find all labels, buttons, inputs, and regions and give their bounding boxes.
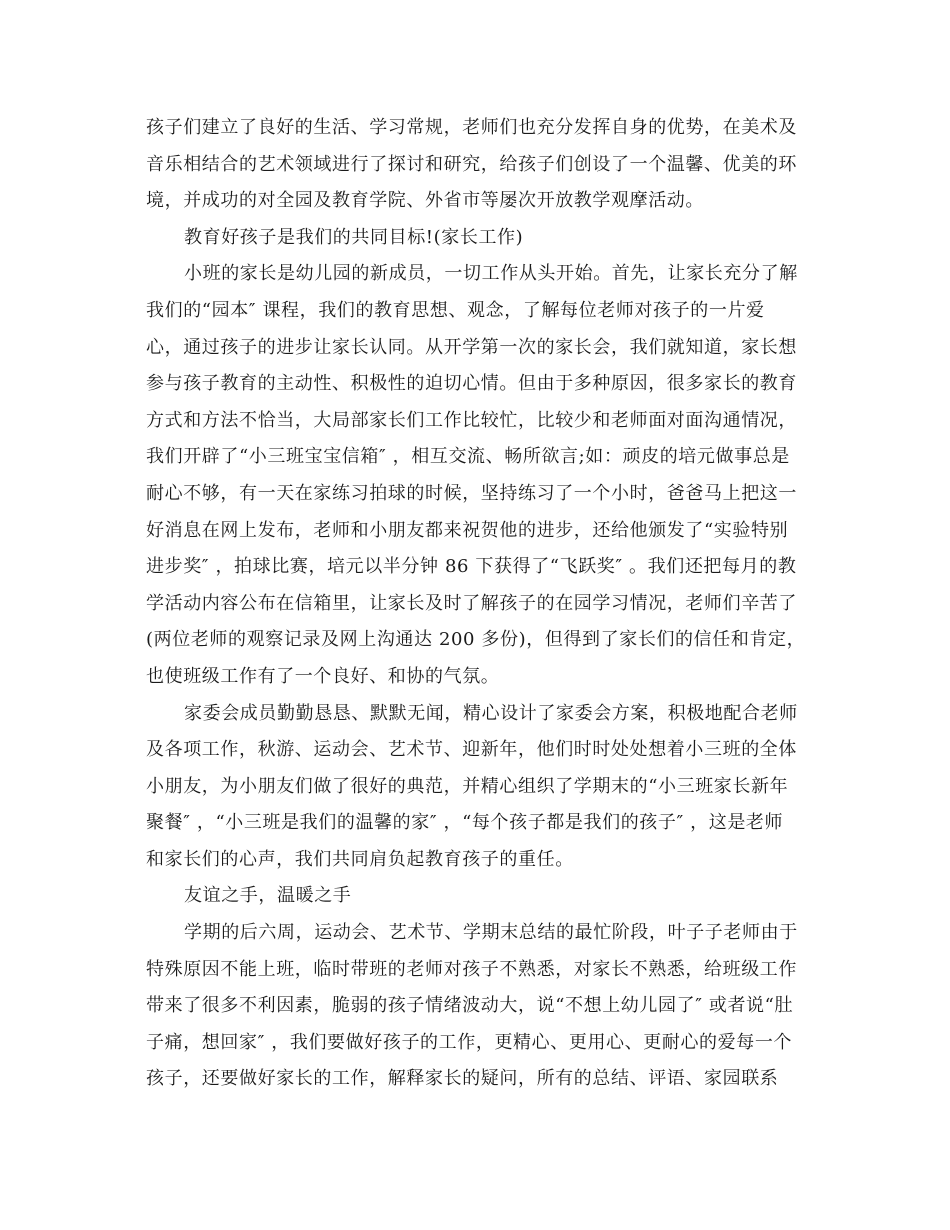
text-line: 心，通过孩子的进步让家长认同。从开学第一次的家长会，我们就知道，家长想 xyxy=(146,336,797,358)
text-line: 教育好孩子是我们的共同目标!(家长工作) xyxy=(184,226,524,248)
text-line: 小班的家长是幼儿园的新成员，一切工作从头开始。首先，让家长充分了解 xyxy=(184,263,798,285)
text-line: 我们开辟了“小三班宝宝信箱″ ，相互交流、畅所欲言;如：顽皮的培元做事总是 xyxy=(146,446,790,468)
text-line: 进步奖″ ，拍球比赛，培元以半分钟 86 下获得了“飞跃奖″ 。我们还把每月的教 xyxy=(146,556,797,578)
text-line: 孩子，还要做好家长的工作，解释家长的疑问，所有的总结、评语、家园联系 xyxy=(146,1068,779,1090)
text-line: 学期的后六周，运动会、艺术节、学期末总结的最忙阶段，叶子子老师由于 xyxy=(184,922,798,944)
text-line: 及各项工作，秋游、运动会、艺术节、迎新年，他们时时处处想着小三班的全体 xyxy=(146,739,797,761)
text-line: 学活动内容公布在信箱里，让家长及时了解孩子的在园学习情况，老师们辛苦了 xyxy=(146,592,797,614)
text-line: 耐心不够，有一天在家练习拍球的时候，坚持练习了一个小时，爸爸马上把这一 xyxy=(146,482,797,504)
text-line: 方式和方法不恰当，大局部家长们工作比较忙，比较少和老师面对面沟通情况， xyxy=(146,409,797,431)
text-line: 境，并成功的对全园及教育学院、外省市等屡次开放教学观摩活动。 xyxy=(146,190,704,212)
text-line: 聚餐″ ，“小三班是我们的温馨的家″ ，“每个孩子都是我们的孩子″ ，这是老师 xyxy=(146,812,784,834)
text-line: 小朋友，为小朋友们做了很好的典范，并精心组织了学期末的“小三班家长新年 xyxy=(146,775,789,797)
text-line: 带来了很多不利因素，脆弱的孩子情绪波动大，说“不想上幼儿园了″ 或者说“肚 xyxy=(146,995,794,1017)
text-line: 孩子们建立了良好的生活、学习常规，老师们也充分发挥自身的优势，在美术及 xyxy=(146,117,797,138)
text-line: 子痛，想回家″ ，我们要做好孩子的工作，更精心、更用心、更耐心的爱每一个 xyxy=(146,1031,793,1053)
text-line: 友谊之手，温暖之手 xyxy=(184,885,352,907)
text-line: 特殊原因不能上班，临时带班的老师对孩子不熟悉，对家长不熟悉，给班级工作 xyxy=(146,958,797,980)
text-line: 音乐相结合的艺术领域进行了探讨和研究，给孩子们创设了一个温馨、优美的环 xyxy=(146,153,797,175)
text-line: 参与孩子教育的主动性、积极性的迫切心情。但由于多种原因，很多家长的教育 xyxy=(146,373,797,395)
text-line: 家委会成员勤勤恳恳、默默无闻，精心设计了家委会方案，积极地配合老师 xyxy=(184,702,798,724)
text-line: 也使班级工作有了一个良好、和协的气氛。 xyxy=(146,665,500,687)
text-line: 好消息在网上发布，老师和小朋友都来祝贺他的进步，还给他颁发了“实验特别 xyxy=(146,519,789,541)
text-line: 我们的“园本″ 课程，我们的教育思想、观念，了解每位老师对孩子的一片爱 xyxy=(146,299,765,321)
text-line: 和家长们的心声，我们共同肩负起教育孩子的重任。 xyxy=(146,848,574,870)
document-body xyxy=(146,110,806,1098)
text-line: (两位老师的观察记录及网上沟通达 200 多份)，但得到了家长们的信任和肯定， xyxy=(146,629,806,651)
